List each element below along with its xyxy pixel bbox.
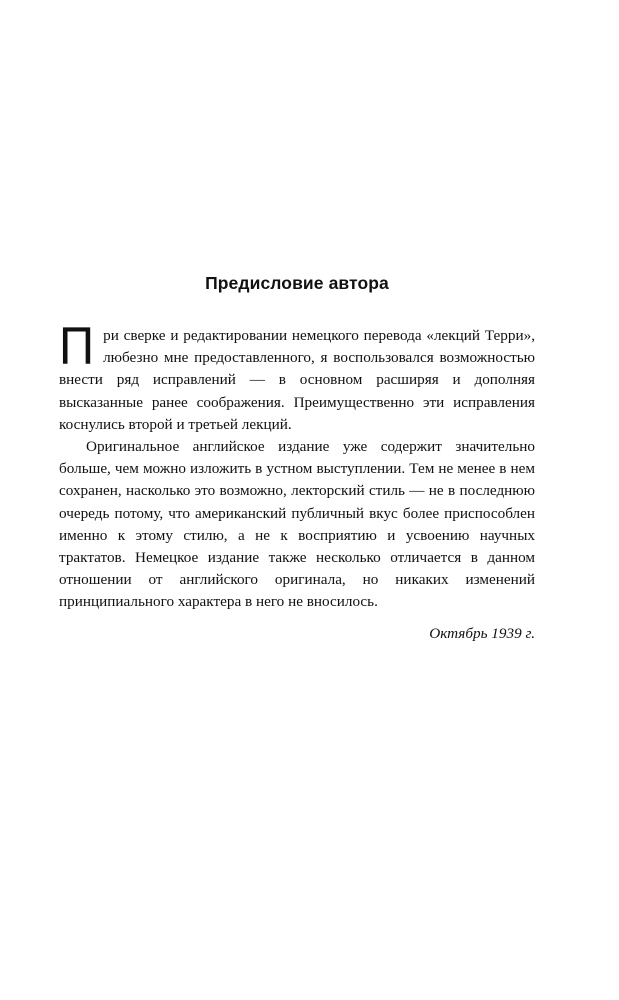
- drop-cap-letter: П: [59, 317, 95, 376]
- paragraph-2: Оригинальное английское издание уже содержит значительно больше, чем можно изложить в устном выступлении. Тем не менее в нем сохранен, насколько это возможно, лекторский стиль — не в последнюю очередь потому, что американский публичный вкус более приспособлен именно к этому стилю, а не к восприятию и усвоению научных трактатов. Немецкое издание также несколько отличается в данном отношении от английского оригинала, но никаких изменений принципиального характера в него не вносилось.: [59, 438, 535, 611]
- preface-body: [59, 317, 535, 614]
- signature-date: Октябрь 1939 г.: [429, 625, 535, 642]
- paragraph-1: [59, 317, 535, 436]
- paragraph-1-text: ри сверке и редактировании немецкого перевода «лекций Терри», любезно мне предоставленного, я воспользовался возможностью внести ряд исправлений — в основном расширяя и дополняя высказанные ранее соображения. Преимущественно эти исправления коснулись второй и третьей лекций.: [59, 327, 535, 433]
- chapter-heading: Предисловие автора: [205, 273, 389, 293]
